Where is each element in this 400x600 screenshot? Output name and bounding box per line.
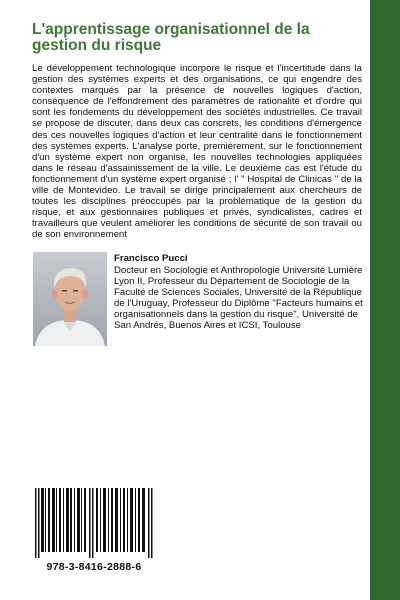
- book-abstract: Le développement technologique incorpore le risque et l'incertitude dans la gestion des systèmes experts et des organisations, ce qui engendre des contextes marqués par la présence de nouvelles logiques d'action, conséquence de l'effondrement des paramètres de rationalité et d'ordre qui sont les fondements du développement des sociétés industrielles. Ce travail se propose de discuter, dans deux cas concrets, les conditions d'émergence des ces nouvelles logiques d'action et leur centralité dans le fonctionnement des systèmes experts. L'analyse porte, premièrement, sur le fonctionnement d'un système expert non organisé, les nouvelles technologies appliquées dans le réseau d'assainissement de la ville. Le deuxième cas est l'étude du fonctionnement d'un système expert organisé ; l' " Hospital de Clinicas " de la ville de Montevideo. Le travail se dirige principalement aux chercheurs de toutes les disciplines préoccupés par la problématique de la gestion du risque, et aux gestionnaires publiques et privés, syndicalistes, cadres et travailleurs que veulent améliorer les conditions de sécurité de son travail ou de son environnement: [32, 63, 362, 241]
- isbn-barcode: [33, 488, 155, 558]
- top-margin: [0, 0, 370, 15]
- green-spine-strip: [370, 0, 400, 600]
- author-photo: [33, 252, 107, 346]
- isbn-number: 978-3-8416-2888-6: [46, 561, 142, 573]
- book-title: L'apprentissage organisationnel de la gestion du risque: [32, 21, 310, 54]
- author-name: Francisco Pucci: [114, 253, 188, 264]
- author-bio: Docteur en Sociologie et Anthropologie Université Lumière Lyon II, Professeur du Département de Sociologie de la Faculté de Sciences Sociales, Université de la République de l'Uruguay, Professeur du Diplôme "Facteurs humains et organisationnels dans la gestion du risque", Université de San Andrés, Buenos Aires et ICSI, Toulouse: [114, 265, 363, 332]
